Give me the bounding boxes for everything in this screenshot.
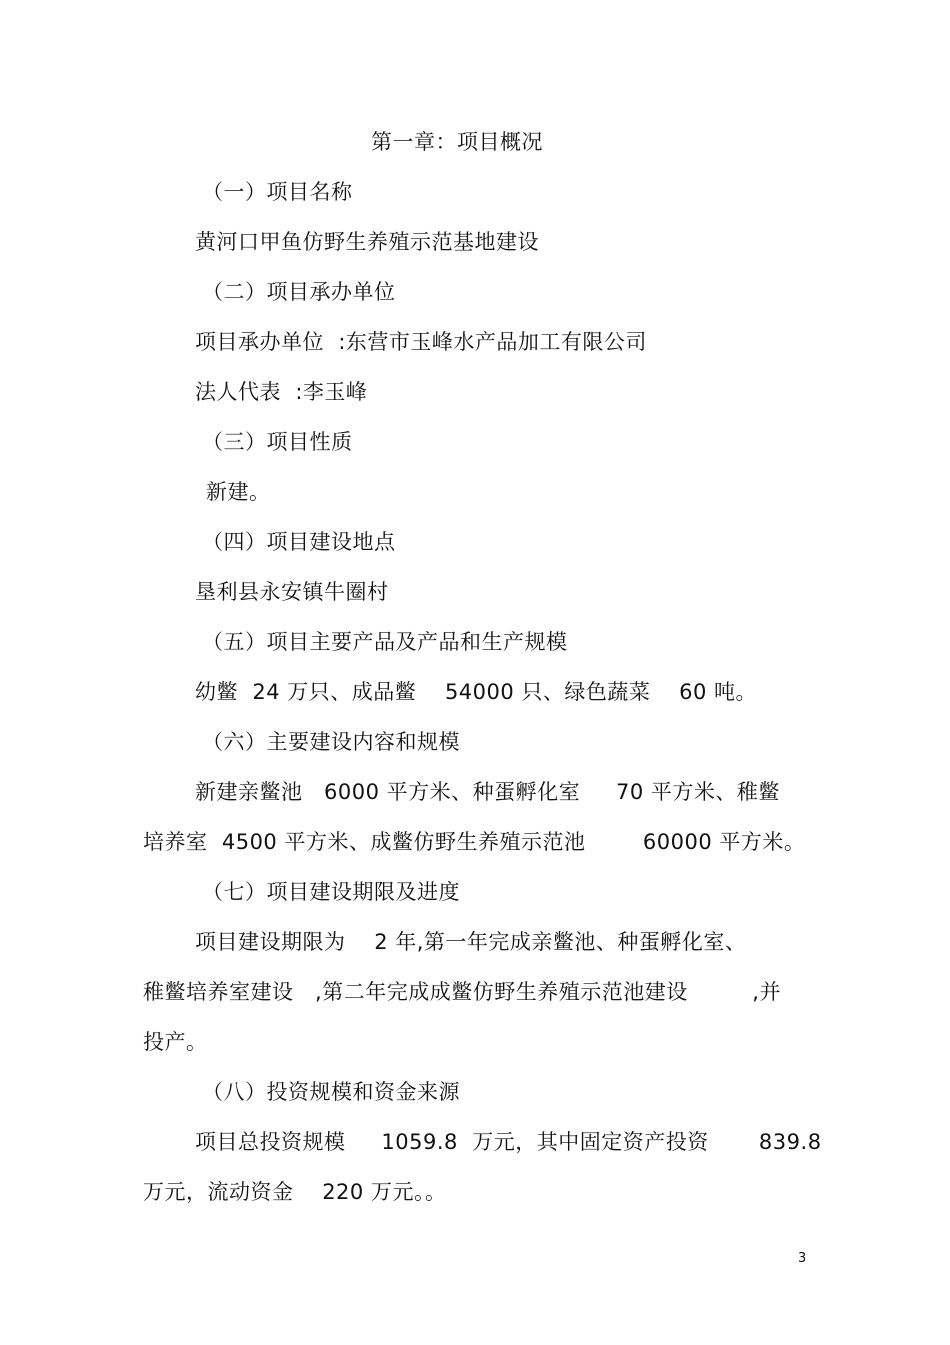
section-8-body-line-1: 项目总投资规模 1059.8 万元，其中固定资产投资 839.8: [195, 1130, 822, 1154]
section-5-body-line-1: 幼鳖 24 万只、成品鳖 54000 只、绿色蔬菜 60 吨。: [195, 680, 758, 704]
section-heading-1: （一）项目名称: [202, 180, 353, 204]
section-2-body-line-2: 法人代表 :李玉峰: [195, 380, 368, 404]
section-8-body-line-2: 万元，流动资金 220 万元。。: [143, 1180, 447, 1204]
section-heading-3: （三）项目性质: [202, 430, 353, 454]
chapter-title: 第一章：项目概况: [371, 130, 543, 154]
section-7-body-line-2: 稚鳖培养室建设 ,第二年完成成鳖仿野生养殖示范池建设 ,并: [143, 980, 781, 1004]
section-6-body-line-1: 新建亲鳖池 6000 平方米、种蛋孵化室 70 平方米、稚鳖: [195, 780, 780, 804]
section-4-body-line-1: 垦利县永安镇牛圈村: [195, 580, 389, 604]
section-heading-2: （二）项目承办单位: [202, 280, 396, 304]
page-number: 3: [798, 1251, 807, 1266]
section-1-body-line-1: 黄河口甲鱼仿野生养殖示范基地建设: [195, 230, 539, 254]
section-6-body-line-2: 培养室 4500 平方米、成鳖仿野生养殖示范池 60000 平方米。: [143, 830, 806, 854]
section-heading-6: （六）主要建设内容和规模: [202, 730, 460, 754]
section-2-body-line-1: 项目承办单位 :东营市玉峰水产品加工有限公司: [195, 330, 647, 354]
section-heading-5: （五）项目主要产品及产品和生产规模: [202, 630, 568, 654]
section-3-body-line-1: 新建。: [206, 480, 271, 504]
section-heading-8: （八）投资规模和资金来源: [202, 1080, 460, 1104]
section-7-body-line-3: 投产。: [143, 1030, 208, 1054]
section-heading-7: （七）项目建设期限及进度: [202, 880, 460, 904]
section-7-body-line-1: 项目建设期限为 2 年,第一年完成亲鳖池、种蛋孵化室、: [195, 930, 747, 954]
section-heading-4: （四）项目建设地点: [202, 530, 396, 554]
